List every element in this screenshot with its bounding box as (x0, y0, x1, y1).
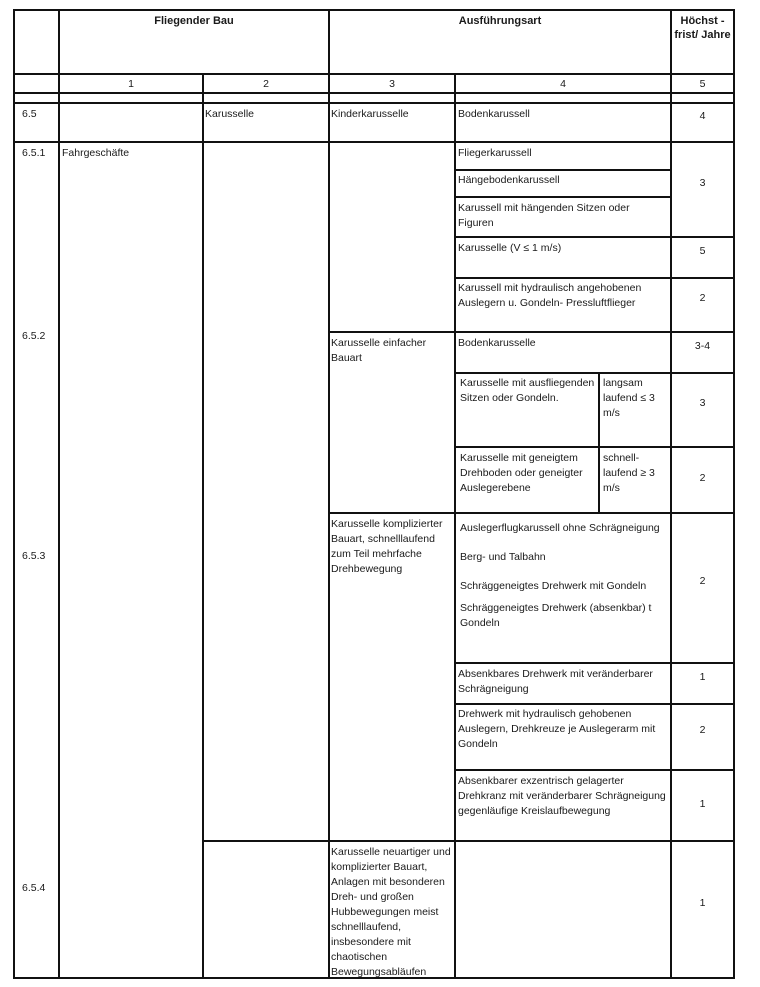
rule (202, 840, 734, 842)
rule (455, 236, 734, 238)
rule (455, 662, 734, 664)
cell-type: Karusselle einfacher Bauart (331, 337, 427, 364)
cell-ausfuehrung: Hängebodenkarussell (458, 174, 560, 186)
cell-ausfuehrung: Schräggeneigtes Drehwerk mit Gondeln (460, 580, 647, 592)
cell-frist: 2 (699, 575, 706, 587)
header-hoechstfrist-line1: Höchst - (680, 15, 725, 27)
cell-ausfuehrung: Fliegerkarussell (458, 147, 532, 159)
cell-frist: 1 (699, 897, 706, 909)
rule (13, 92, 734, 94)
cell-type: Karusselle neuartiger und komplizierter Bauart, Anlagen mit besonderen Dreh- und großen Hubbewegungen meist schnelllaufend, insbesondere mit chaotischen Bewegungsabläufen (331, 846, 451, 978)
rule (454, 73, 456, 979)
header-hoechstfrist-line2: frist/ Jahre (674, 29, 731, 41)
rule (455, 769, 734, 771)
cell-ausfuehrung: Absenkbarer exzentrisch gelagerter Drehkranz mit veränderbarer Schrägneigung gegenläufige Kreislaufbewegung (458, 775, 666, 817)
header-ausfuehrungsart: Ausführungsart (458, 15, 542, 27)
cell-ausfuehrung: Karussell mit hängenden Sitzen oder Figuren (458, 202, 630, 229)
rule (13, 9, 15, 979)
row-number: 6.5.2 (22, 330, 46, 342)
rule (455, 169, 671, 171)
rule (455, 277, 734, 279)
rule (329, 331, 734, 333)
cell-frist: 2 (699, 292, 706, 304)
cell-frist: 3 (699, 177, 706, 189)
column-number: 2 (263, 78, 269, 90)
cell-speed: langsam laufend ≤ 3 m/s (603, 377, 655, 419)
cell-ausfuehrung: Schräggeneigtes Drehwerk (absenkbar) t Gondeln (460, 602, 652, 629)
row-number: 6.5.1 (22, 147, 46, 159)
rule (202, 73, 204, 979)
rule (733, 9, 735, 979)
cell-frist: 3 (699, 397, 706, 409)
cell-frist: 1 (699, 798, 706, 810)
cell-frist: 1 (699, 671, 706, 683)
row-number: 6.5.4 (22, 882, 46, 894)
cell-frist: 3-4 (694, 340, 711, 352)
rule (13, 73, 734, 75)
cell-frist: 5 (699, 245, 706, 257)
cell-speed: schnell-laufend ≥ 3 m/s (603, 452, 655, 494)
column-number: 1 (128, 78, 134, 90)
column-number: 3 (389, 78, 395, 90)
cell-ausfuehrung: Bodenkarusselle (458, 337, 536, 349)
rule (598, 372, 600, 513)
cell-ausfuehrung: Karusselle (V ≤ 1 m/s) (458, 242, 562, 254)
rule (670, 9, 672, 979)
rule (13, 9, 734, 11)
cell-ausfuehrung: Karussell mit hydraulisch angehobenen Auslegern u. Gondeln- Pressluftflieger (458, 282, 642, 309)
cell-ausfuehrung: Bodenkarussell (458, 108, 530, 120)
rule (13, 141, 734, 143)
cell-ausfuehrung: Karusselle mit geneigtem Drehboden oder geneigter Auslegerebene (460, 452, 583, 494)
cell-type: Kinderkarusselle (331, 108, 409, 120)
rule (455, 196, 671, 198)
cell-category: Karusselle (205, 108, 255, 120)
rule (58, 9, 60, 979)
rule (455, 703, 734, 705)
cell-type: Karusselle komplizierter Bauart, schnelllaufend zum Teil mehrfache Drehbewegung (331, 518, 443, 575)
cell-frist: 2 (699, 724, 706, 736)
rule (328, 9, 330, 979)
rule (455, 372, 734, 374)
column-number: 4 (560, 78, 566, 90)
row-number: 6.5.3 (22, 550, 46, 562)
rule (13, 102, 734, 104)
column-number: 5 (699, 78, 706, 90)
cell-ausfuehrung: Absenkbares Drehwerk mit veränderbarer Schrägneigung (458, 668, 653, 695)
rule (329, 512, 734, 514)
cell-fahrgeschaefte: Fahrgeschäfte (62, 147, 130, 159)
header-fliegender-bau: Fliegender Bau (154, 15, 234, 27)
rule (455, 446, 734, 448)
cell-ausfuehrung: Drehwerk mit hydraulisch gehobenen Auslegern, Drehkreuze je Auslegerarm mit Gondeln (458, 708, 656, 750)
cell-frist: 2 (699, 472, 706, 484)
cell-ausfuehrung: Karusselle mit ausfliegenden Sitzen oder Gondeln. (460, 377, 595, 404)
row-number: 6.5 (22, 108, 37, 120)
cell-ausfuehrung: Auslegerflugkarussell ohne Schrägneigung (460, 522, 660, 534)
cell-frist: 4 (699, 110, 706, 122)
cell-ausfuehrung: Berg- und Talbahn (460, 551, 546, 563)
